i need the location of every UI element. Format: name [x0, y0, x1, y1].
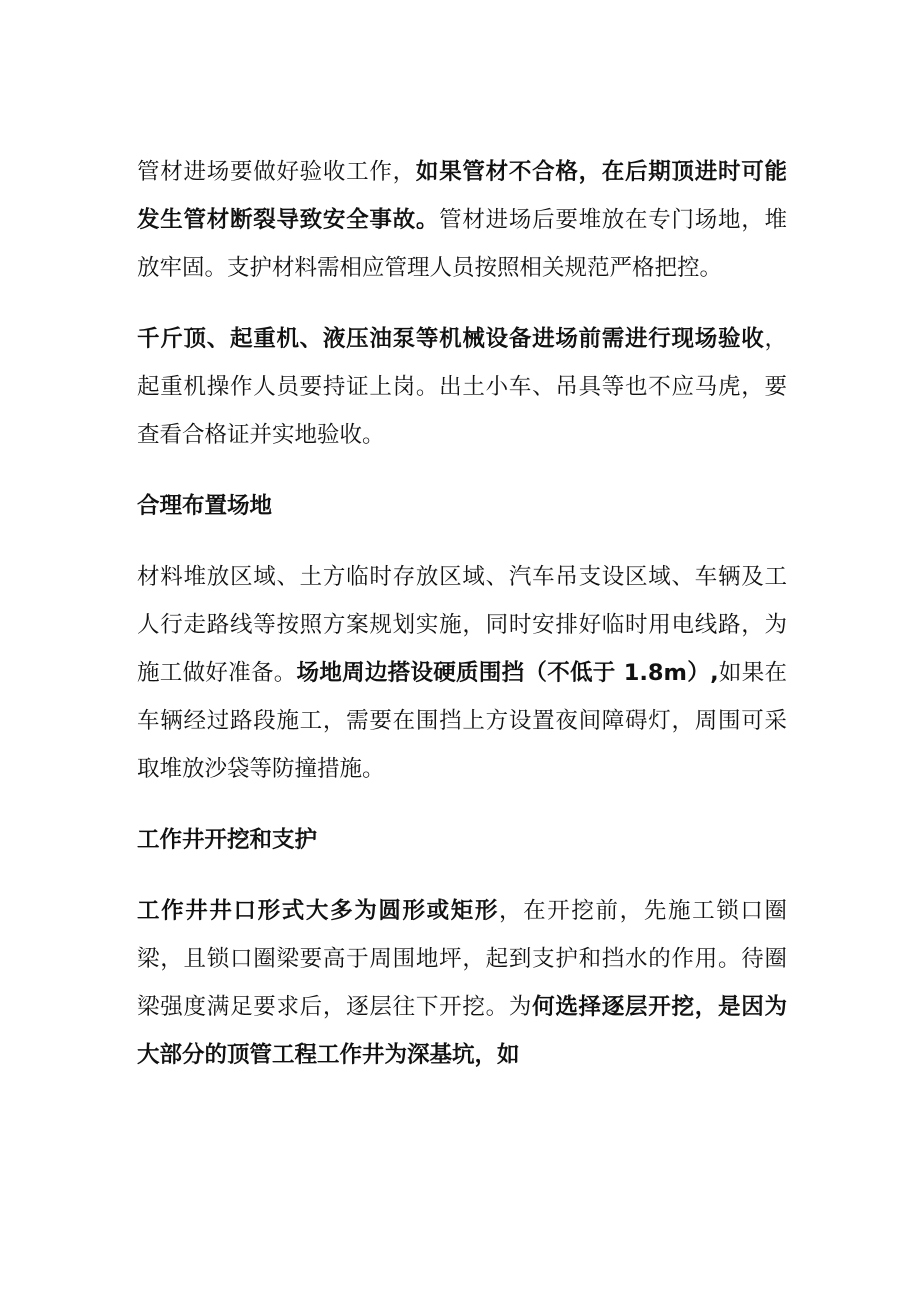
document-page	[137, 148, 787, 1102]
paragraph-bold-text: 工作井井口形式大多为圆形或矩形	[137, 898, 500, 924]
heading-text: 工作井开挖和支护	[137, 827, 318, 853]
paragraph-bold-text: 场地周边搭设硬质围挡（不低于 1.8m）,	[296, 660, 719, 686]
paragraph-text: ，起重机操作人员要持证上岗。出土小车、吊具等也不应马虎，要查看合格证并实地验收。	[137, 326, 787, 448]
paragraph-bold-text: 何选择逐层开挖，是因为大部分的顶管工程工作井为深基坑，如	[137, 994, 787, 1068]
paragraph-bold-text: 如果管材不合格，在后期顶进时可能发生管材断裂导致安全事故。	[137, 159, 787, 233]
paragraph-equipment-acceptance	[137, 315, 787, 459]
section-heading-site-layout	[137, 482, 787, 530]
paragraph-text: 材料堆放区域、土方临时存放区域、汽车吊支设区域、车辆及工人行走路线等按照方案规划实施，同时安排好临时用电线路，为施工做好准备。	[137, 564, 787, 686]
paragraph-text: 管材进场要做好验收工作，	[137, 159, 416, 185]
paragraph-site-layout	[137, 553, 787, 793]
section-heading-shaft-excavation	[137, 816, 787, 864]
heading-text: 合理布置场地	[137, 493, 273, 519]
paragraph-text: 如果在车辆经过路段施工，需要在围挡上方设置夜间障碍灯，周围可采取堆放沙袋等防撞措施。	[137, 660, 787, 782]
paragraph-bold-text: 千斤顶、起重机、液压油泵等机械设备进场前需进行现场验收	[137, 326, 765, 352]
paragraph-text: ，在开挖前，先施工锁口圈梁，且锁口圈梁要高于周围地坪，起到支护和挡水的作用。待圈梁强度满足要求后，逐层往下开挖。为	[137, 898, 787, 1020]
paragraph-text: 管材进场后要堆放在专门场地，堆放牢固。支护材料需相应管理人员按照相关规范严格把控。	[137, 207, 787, 281]
paragraph-pipe-acceptance	[137, 148, 787, 292]
paragraph-shaft-excavation	[137, 887, 787, 1079]
